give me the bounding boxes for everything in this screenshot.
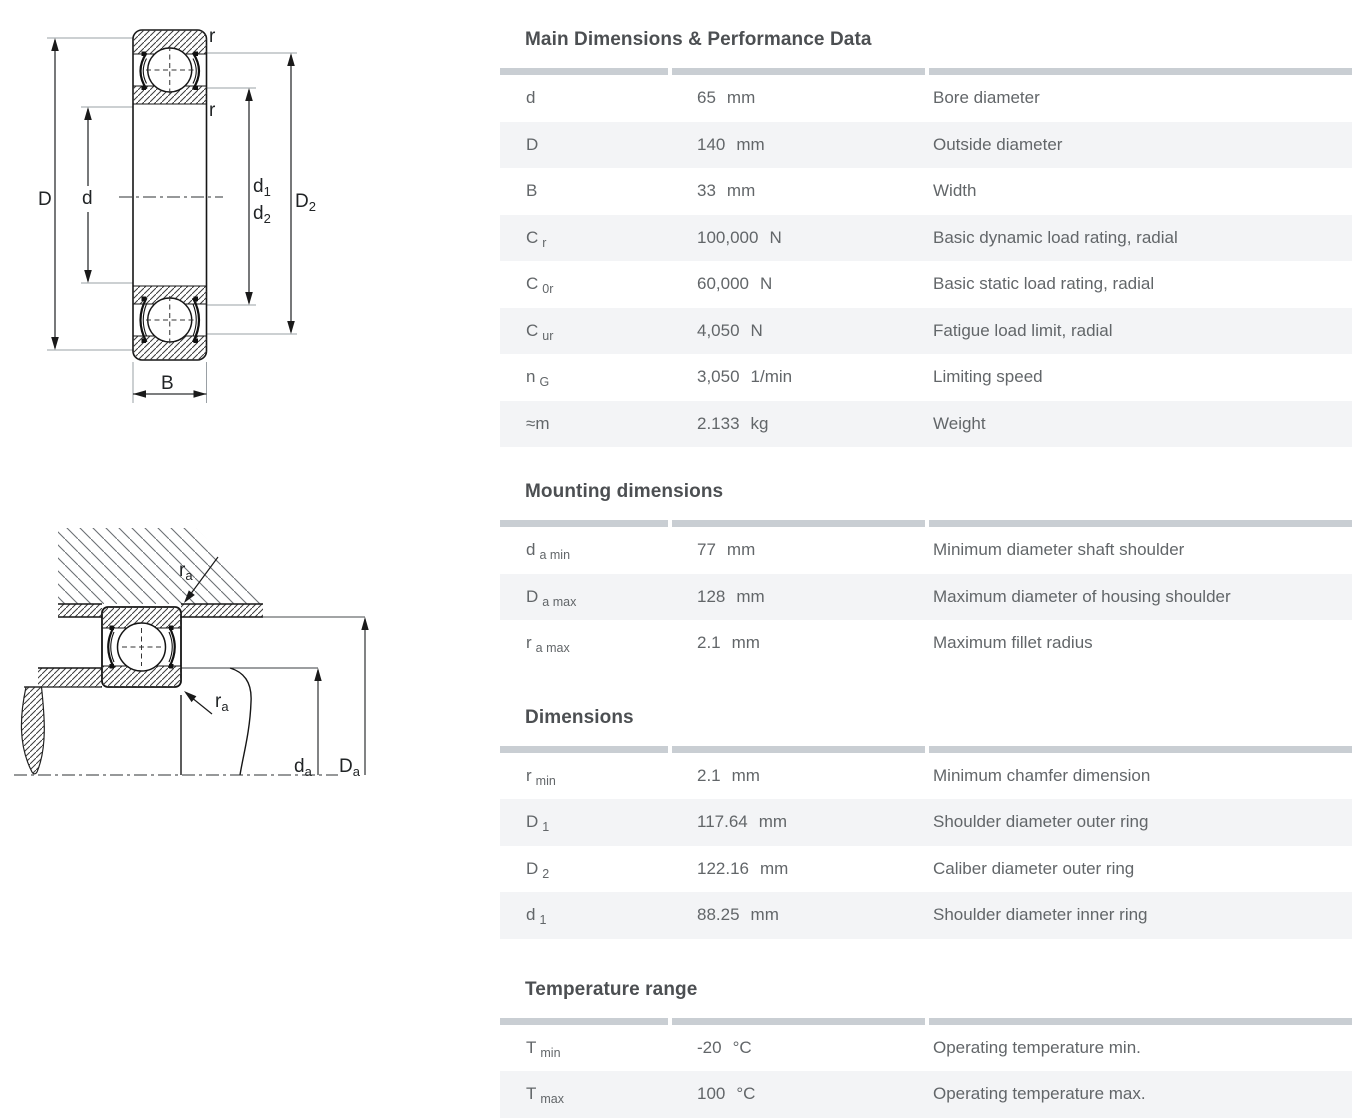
spec-value: 2.1 mm	[697, 765, 760, 785]
spec-row	[500, 527, 1352, 574]
spec-value: 100 °C	[697, 1084, 756, 1104]
spec-description: Weight	[933, 413, 986, 433]
spec-value: 3,050 1/min	[697, 367, 793, 387]
spec-value: 4,050 N	[697, 320, 763, 340]
spec-symbol: D $_2$	[526, 858, 550, 881]
spec-symbol: d	[526, 88, 536, 108]
section-header-bar	[500, 1018, 1352, 1025]
spec-symbol: C $_r$	[526, 227, 547, 250]
spec-symbol: r $_{min}$	[526, 765, 556, 788]
spec-description: Fatigue load limit, radial	[933, 320, 1113, 340]
section-header-bar	[500, 520, 1352, 527]
spec-unit: mm	[758, 812, 788, 832]
section-temperature-range	[500, 979, 1352, 1118]
spec-unit: 1/min	[750, 367, 793, 387]
label-da: $d_a$	[294, 756, 312, 779]
spec-unit: mm	[736, 134, 765, 154]
spec-unit: °C	[732, 1037, 752, 1057]
spec-unit: mm	[731, 765, 760, 785]
spec-row	[500, 401, 1352, 448]
spec-value: 60,000 N	[697, 274, 773, 294]
spec-unit: mm	[760, 858, 789, 878]
section-main-dimensions	[500, 29, 1352, 447]
spec-row	[500, 215, 1352, 262]
section-title: Main Dimensions & Performance Data	[525, 29, 872, 50]
housing-section-hatch	[58, 528, 263, 604]
section-header-bar	[500, 746, 1352, 753]
spec-value: 100,000 N	[697, 227, 782, 247]
spec-unit: mm	[726, 88, 756, 108]
ra-lower-leader	[184, 691, 212, 714]
spec-value: 88.25 mm	[697, 905, 779, 925]
label-d2: $d_2$	[253, 203, 271, 226]
label-ra-upper: $r_a$	[179, 560, 193, 583]
spec-row	[500, 753, 1352, 800]
bearing-mounting-drawing	[0, 500, 400, 810]
bearing-body	[119, 30, 223, 360]
spec-unit: kg	[750, 413, 769, 433]
spec-value: 2.1 mm	[697, 633, 760, 653]
spec-value: -20 °C	[697, 1037, 752, 1057]
spec-unit: mm	[726, 540, 756, 560]
spec-description: Basic static load rating, radial	[933, 274, 1155, 294]
spec-row	[500, 75, 1352, 122]
spec-description: Maximum fillet radius	[933, 633, 1093, 653]
label-r-outer: r	[209, 26, 216, 47]
label-outer-diameter-D: D	[38, 189, 52, 210]
spec-description: Minimum chamfer dimension	[933, 765, 1151, 785]
spec-symbol: B	[526, 181, 538, 201]
section-rows	[500, 527, 1352, 667]
spec-description: Bore diameter	[933, 88, 1040, 108]
spec-description: Limiting speed	[933, 367, 1043, 387]
spec-symbol: T $_{max}$	[526, 1084, 565, 1107]
spec-row	[500, 846, 1352, 893]
spec-unit: mm	[750, 905, 779, 925]
spec-symbol: n $_G$	[526, 367, 550, 390]
section-header-bar	[500, 68, 1352, 75]
spec-symbol: d $_{a min}$	[526, 540, 571, 563]
spec-symbol: D $_{a max}$	[526, 586, 577, 609]
spec-unit: mm	[731, 633, 760, 653]
spec-row	[500, 308, 1352, 355]
spec-row	[500, 799, 1352, 846]
spec-symbol: C $_{ur}$	[526, 320, 554, 343]
spec-description: Basic dynamic load rating, radial	[933, 227, 1178, 247]
spec-unit: °C	[736, 1084, 756, 1104]
spec-row	[500, 1025, 1352, 1072]
spec-value: 122.16 mm	[697, 858, 789, 878]
spec-symbol: T $_{min}$	[526, 1037, 561, 1060]
spec-symbol: C $_{0r}$	[526, 274, 554, 297]
section-rows	[500, 75, 1352, 447]
spec-description: Operating temperature max.	[933, 1084, 1146, 1104]
spec-symbol: ≈m	[526, 413, 550, 433]
spec-row	[500, 1071, 1352, 1118]
spec-value: 140 mm	[697, 134, 765, 154]
spec-value: 2.133 kg	[697, 413, 769, 433]
spec-unit: mm	[736, 586, 765, 606]
ball	[118, 623, 166, 671]
spec-unit: N	[769, 227, 782, 247]
spec-value: 128 mm	[697, 586, 765, 606]
label-D2: $D_2$	[295, 191, 316, 214]
spec-unit: mm	[726, 181, 756, 201]
spec-symbol: d $_1$	[526, 905, 547, 928]
spec-unit: N	[750, 320, 763, 340]
spec-value: 65 mm	[697, 88, 756, 108]
label-r-inner: r	[209, 100, 216, 121]
shaft-shoulder-contour	[230, 668, 251, 775]
section-rows	[500, 753, 1352, 939]
label-bore-d: d	[82, 188, 93, 209]
label-width-B: B	[161, 373, 174, 394]
spec-unit: N	[760, 274, 773, 294]
spec-symbol: D $_1$	[526, 812, 550, 835]
spec-description: Maximum diameter of housing shoulder	[933, 586, 1231, 606]
spec-row	[500, 122, 1352, 169]
spec-row	[500, 354, 1352, 401]
spec-row	[500, 261, 1352, 308]
section-title: Dimensions	[525, 706, 634, 728]
section-mounting-dimensions	[500, 481, 1352, 667]
mounted-bearing	[102, 607, 181, 687]
spec-description: Outside diameter	[933, 134, 1063, 154]
label-Da: $D_a$	[339, 756, 360, 779]
spec-value: 33 mm	[697, 181, 756, 201]
spec-description: Shoulder diameter inner ring	[933, 905, 1148, 925]
dimension-da	[314, 668, 321, 775]
dimension-Da	[361, 617, 368, 775]
spec-symbol: D	[526, 134, 539, 154]
section-dimensions	[500, 707, 1352, 939]
section-rows	[500, 1025, 1352, 1118]
spec-description: Shoulder diameter outer ring	[933, 812, 1149, 832]
section-title: Temperature range	[525, 978, 698, 1000]
spec-symbol: r $_{a max}$	[526, 633, 570, 656]
spec-panel	[500, 0, 1352, 1118]
bearing-cross-section-drawing	[0, 0, 340, 430]
spec-row	[500, 168, 1352, 215]
label-d1: $d_1$	[253, 176, 271, 199]
spec-description: Minimum diameter shaft shoulder	[933, 540, 1185, 560]
spec-description: Caliber diameter outer ring	[933, 858, 1135, 878]
spec-row	[500, 620, 1352, 667]
spec-row	[500, 892, 1352, 939]
spec-value: 77 mm	[697, 540, 756, 560]
spec-description: Operating temperature min.	[933, 1037, 1141, 1057]
label-ra-lower: $r_a$	[215, 691, 229, 714]
spec-description: Width	[933, 181, 977, 201]
section-title: Mounting dimensions	[525, 481, 724, 502]
shaft-break-teardrop	[21, 687, 44, 774]
spec-row	[500, 574, 1352, 621]
spec-value: 117.64 mm	[697, 812, 788, 832]
